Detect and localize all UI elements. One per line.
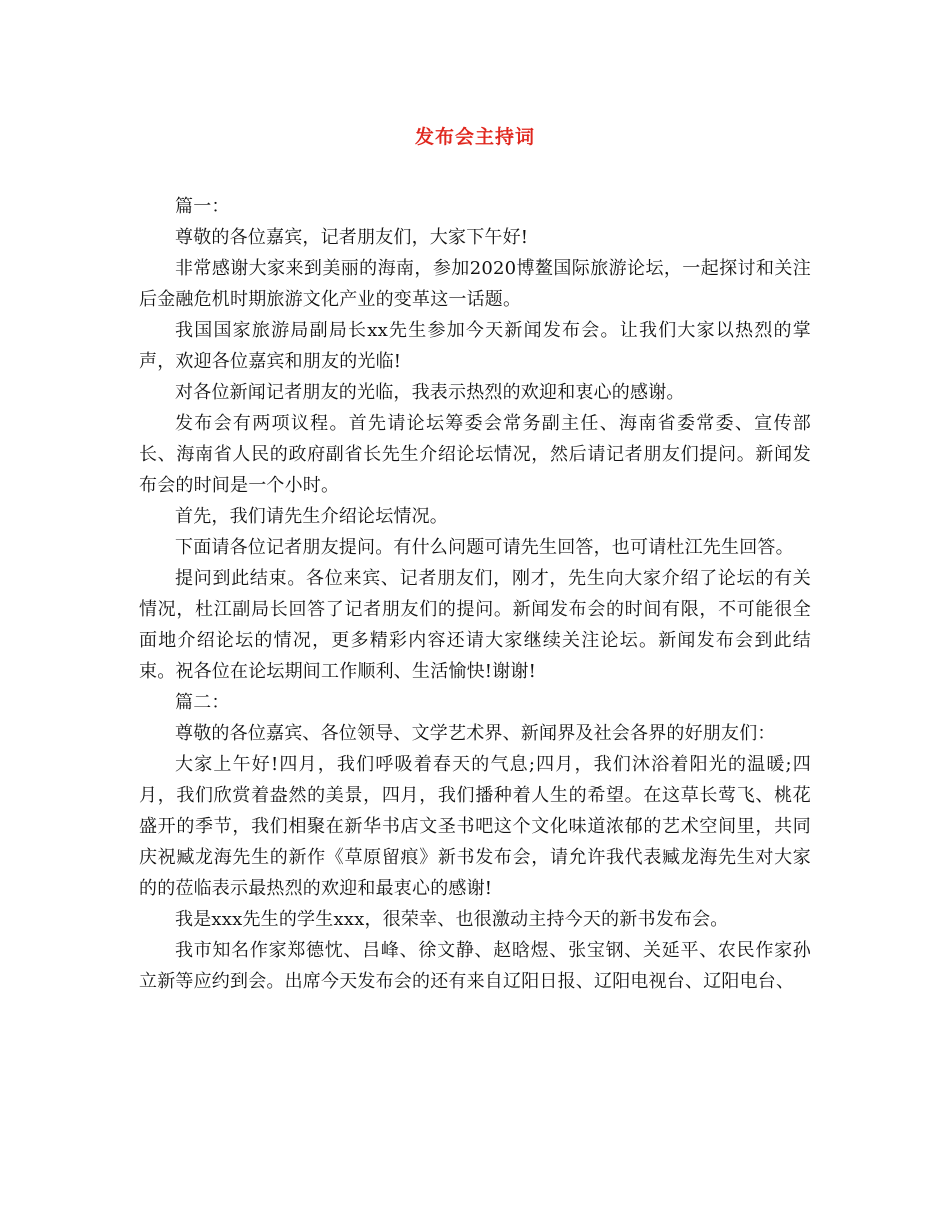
paragraph: 我国国家旅游局副局长xx先生参加今天新闻发布会。让我们大家以热烈的掌声，欢迎各位嘉宾和朋友的光临! — [139, 320, 811, 372]
section-heading: 篇二： — [175, 692, 230, 713]
paragraph: 尊敬的各位嘉宾，记者朋友们，大家下午好! — [175, 227, 529, 248]
paragraph: 对各位新闻记者朋友的光临，我表示热烈的欢迎和衷心的感谢。 — [175, 382, 685, 403]
paragraph: 尊敬的各位嘉宾、各位领导、文学艺术界、新闻界及社会各界的好朋友们： — [175, 723, 776, 744]
paragraph: 首先，我们请先生介绍论坛情况。 — [175, 506, 448, 527]
paragraph: 我市知名作家郑德忱、吕峰、徐文静、赵晗煜、张宝钢、关延平、农民作家孙立新等应约到会。出席今天发布会的还有来自辽阳日报、辽阳电视台、辽阳电台、 — [139, 940, 811, 992]
section-heading: 篇一： — [175, 196, 230, 217]
paragraph: 我是xxx先生的学生xxx，很荣幸、也很激动主持今天的新书发布会。 — [175, 909, 729, 930]
paragraph: 大家上午好!四月，我们呼吸着春天的气息;四月，我们沐浴着阳光的温暖;四月，我们欣赏着盎然的美景，四月，我们播种着人生的希望。在这草长莺飞、桃花盛开的季节，我们相聚在新华书店文圣书吧这个文化味道浓郁的艺术空间里，共同庆祝臧龙海先生的新作《草原留痕》新书发布会，请允许我代表臧龙海先生对大家的的莅临表示最热烈的欢迎和最衷心的感谢! — [139, 754, 811, 899]
paragraph: 提问到此结束。各位来宾、记者朋友们，刚才，先生向大家介绍了论坛的有关情况，杜江副局长回答了记者朋友们的提问。新闻发布会的时间有限，不可能很全面地介绍论坛的情况，更多精彩内容还请大家继续关注论坛。新闻发布会到此结束。祝各位在论坛期间工作顺利、生活愉快!谢谢! — [139, 568, 811, 682]
paragraph: 非常感谢大家来到美丽的海南，参加2020博鳌国际旅游论坛，一起探讨和关注后金融危机时期旅游文化产业的变革这一话题。 — [139, 258, 811, 310]
page-title: 发布会主持词 — [414, 126, 535, 148]
paragraph: 下面请各位记者朋友提问。有什么问题可请先生回答，也可请杜江先生回答。 — [175, 537, 794, 558]
paragraph: 发布会有两项议程。首先请论坛筹委会常务副主任、海南省委常委、宣传部长、海南省人民的政府副省长先生介绍论坛情况，然后请记者朋友们提问。新闻发布会的时间是一个小时。 — [139, 413, 811, 496]
document-body — [139, 191, 811, 997]
